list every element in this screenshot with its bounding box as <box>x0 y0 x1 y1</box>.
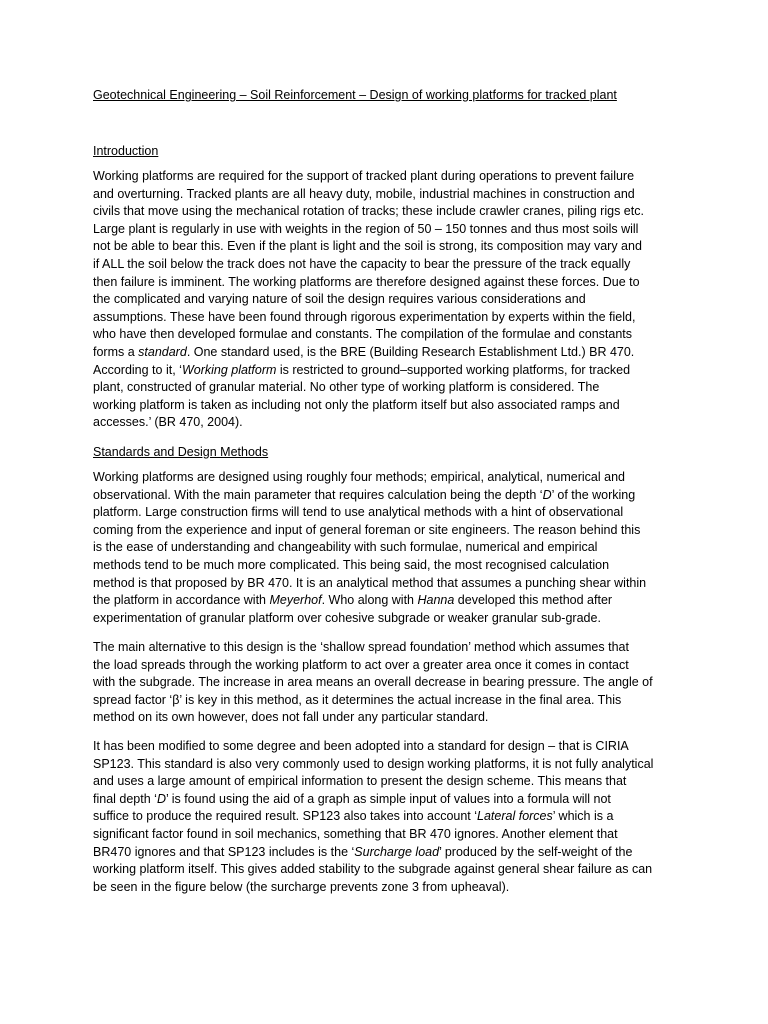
text-line: who have then developed formulae and constants. The compilation of the formulae and constants <box>93 327 633 342</box>
paragraph-design-methods <box>93 469 683 627</box>
text-line: BR470 ignores and that SP123 includes is the ‘Surcharge load’ produced by the self-weight of the <box>93 844 633 859</box>
paragraph-introduction <box>93 168 683 432</box>
text-line: accesses.’ (BR 470, 2004). <box>93 415 243 430</box>
text-line: According to it, ‘Working platform is restricted to ground–supported working platforms, for tracked <box>93 362 631 377</box>
text-line: The main alternative to this design is the ‘shallow spread foundation’ method which assumes that <box>93 640 629 654</box>
text-line: plant, constructed of granular material. No other type of working platform is considered. The <box>93 380 600 395</box>
document-title: Geotechnical Engineering – Soil Reinforcement – Design of working platforms for tracked plant <box>93 88 617 102</box>
text-line: working platform is taken as including not only the platform itself but also associated ramps and <box>93 397 620 412</box>
text-line: platform. Large construction firms will tend to use analytical methods with a hint of observational <box>93 505 624 520</box>
section-heading-introduction: Introduction <box>93 144 159 158</box>
text-line: the platform in accordance with Meyerhof. Who along with Hanna developed this method after <box>93 593 613 608</box>
text-line: spread factor ‘β’ is key in this method, as it determines the actual increase in the final area. This <box>93 692 622 707</box>
text-line: the load spreads through the working platform to act over a greater area once it comes in contact <box>93 657 629 672</box>
text-line: forms a standard. One standard used, is the BRE (Building Research Establishment Ltd.) BR 470. <box>93 344 635 359</box>
text-line: be seen in the figure below (the surcharge prevents zone 3 from upheaval). <box>93 879 510 894</box>
text-line: method on its own however, does not fall under any particular standard. <box>93 710 489 725</box>
text-line: method is that proposed by BR 470. It is an analytical method that assumes a punching shear within <box>93 575 647 590</box>
text-line: is the ease of understanding and changeability with such formulae, numerical and empirical <box>93 540 598 555</box>
text-line: the complicated and varying nature of soil the design requires various considerations and <box>93 292 586 307</box>
text-line: final depth ‘D’ is found using the aid of a graph as simple input of values into a formula will not <box>93 791 611 806</box>
text-line: SP123. This standard is also very commonly used to design working platforms, it is not fully analytical <box>93 756 654 771</box>
paragraph-shallow-spread <box>93 639 683 727</box>
text-line: It has been modified to some degree and been adopted into a standard for design – that is CIRIA <box>93 739 629 753</box>
text-line: civils that move using the mechanical rotation of tracks; these include crawler cranes, piling rigs etc. <box>93 204 644 219</box>
text-line: observational. With the main parameter that requires calculation being the depth ‘D’ of the working <box>93 487 636 502</box>
text-line: assumptions. These have been found through rigorous experimentation by experts within the field, <box>93 309 636 324</box>
text-line: not be able to bear this. Even if the plant is light and the soil is strong, its composition may vary and <box>93 239 642 254</box>
paragraph-ciria-sp123 <box>93 738 683 896</box>
text-line: if ALL the soil below the track does not have the capacity to bear the pressure of the track equally <box>93 256 631 271</box>
text-line: methods tend to be much more complicated. This being said, the most recognised calculation <box>93 557 610 572</box>
text-line: significant factor found in soil mechanics, something that BR 470 ignores. Another element that <box>93 826 618 841</box>
text-line: Working platforms are required for the support of tracked plant during operations to prevent failure <box>93 169 635 183</box>
text-line: then failure is imminent. The working platforms are therefore designed against these forces. Due to <box>93 274 640 289</box>
text-line: Large plant is regularly in use with weights in the region of 50 – 150 tonnes and thus most soils will <box>93 221 639 236</box>
text-line: experimentation of granular platform over cohesive subgrade or weaker granular sub-grade. <box>93 610 601 625</box>
text-line: and overturning. Tracked plants are all heavy duty, mobile, industrial machines in construction and <box>93 186 635 201</box>
text-line: Working platforms are designed using roughly four methods; empirical, analytical, numerical and <box>93 470 625 484</box>
section-heading-standards: Standards and Design Methods <box>93 445 269 459</box>
text-line: coming from the experience and input of general foreman or site engineers. The reason behind this <box>93 522 641 537</box>
text-line: suffice to produce the required result. SP123 also takes into account ‘Lateral forces’ which is a <box>93 809 614 824</box>
text-line: and uses a large amount of empirical information to present the design scheme. This means that <box>93 774 627 789</box>
text-line: working platform itself. This gives added stability to the subgrade against general shear failure as can <box>93 862 653 877</box>
text-line: with the subgrade. The increase in area means an overall decrease in bearing pressure. The angle of <box>93 675 653 690</box>
